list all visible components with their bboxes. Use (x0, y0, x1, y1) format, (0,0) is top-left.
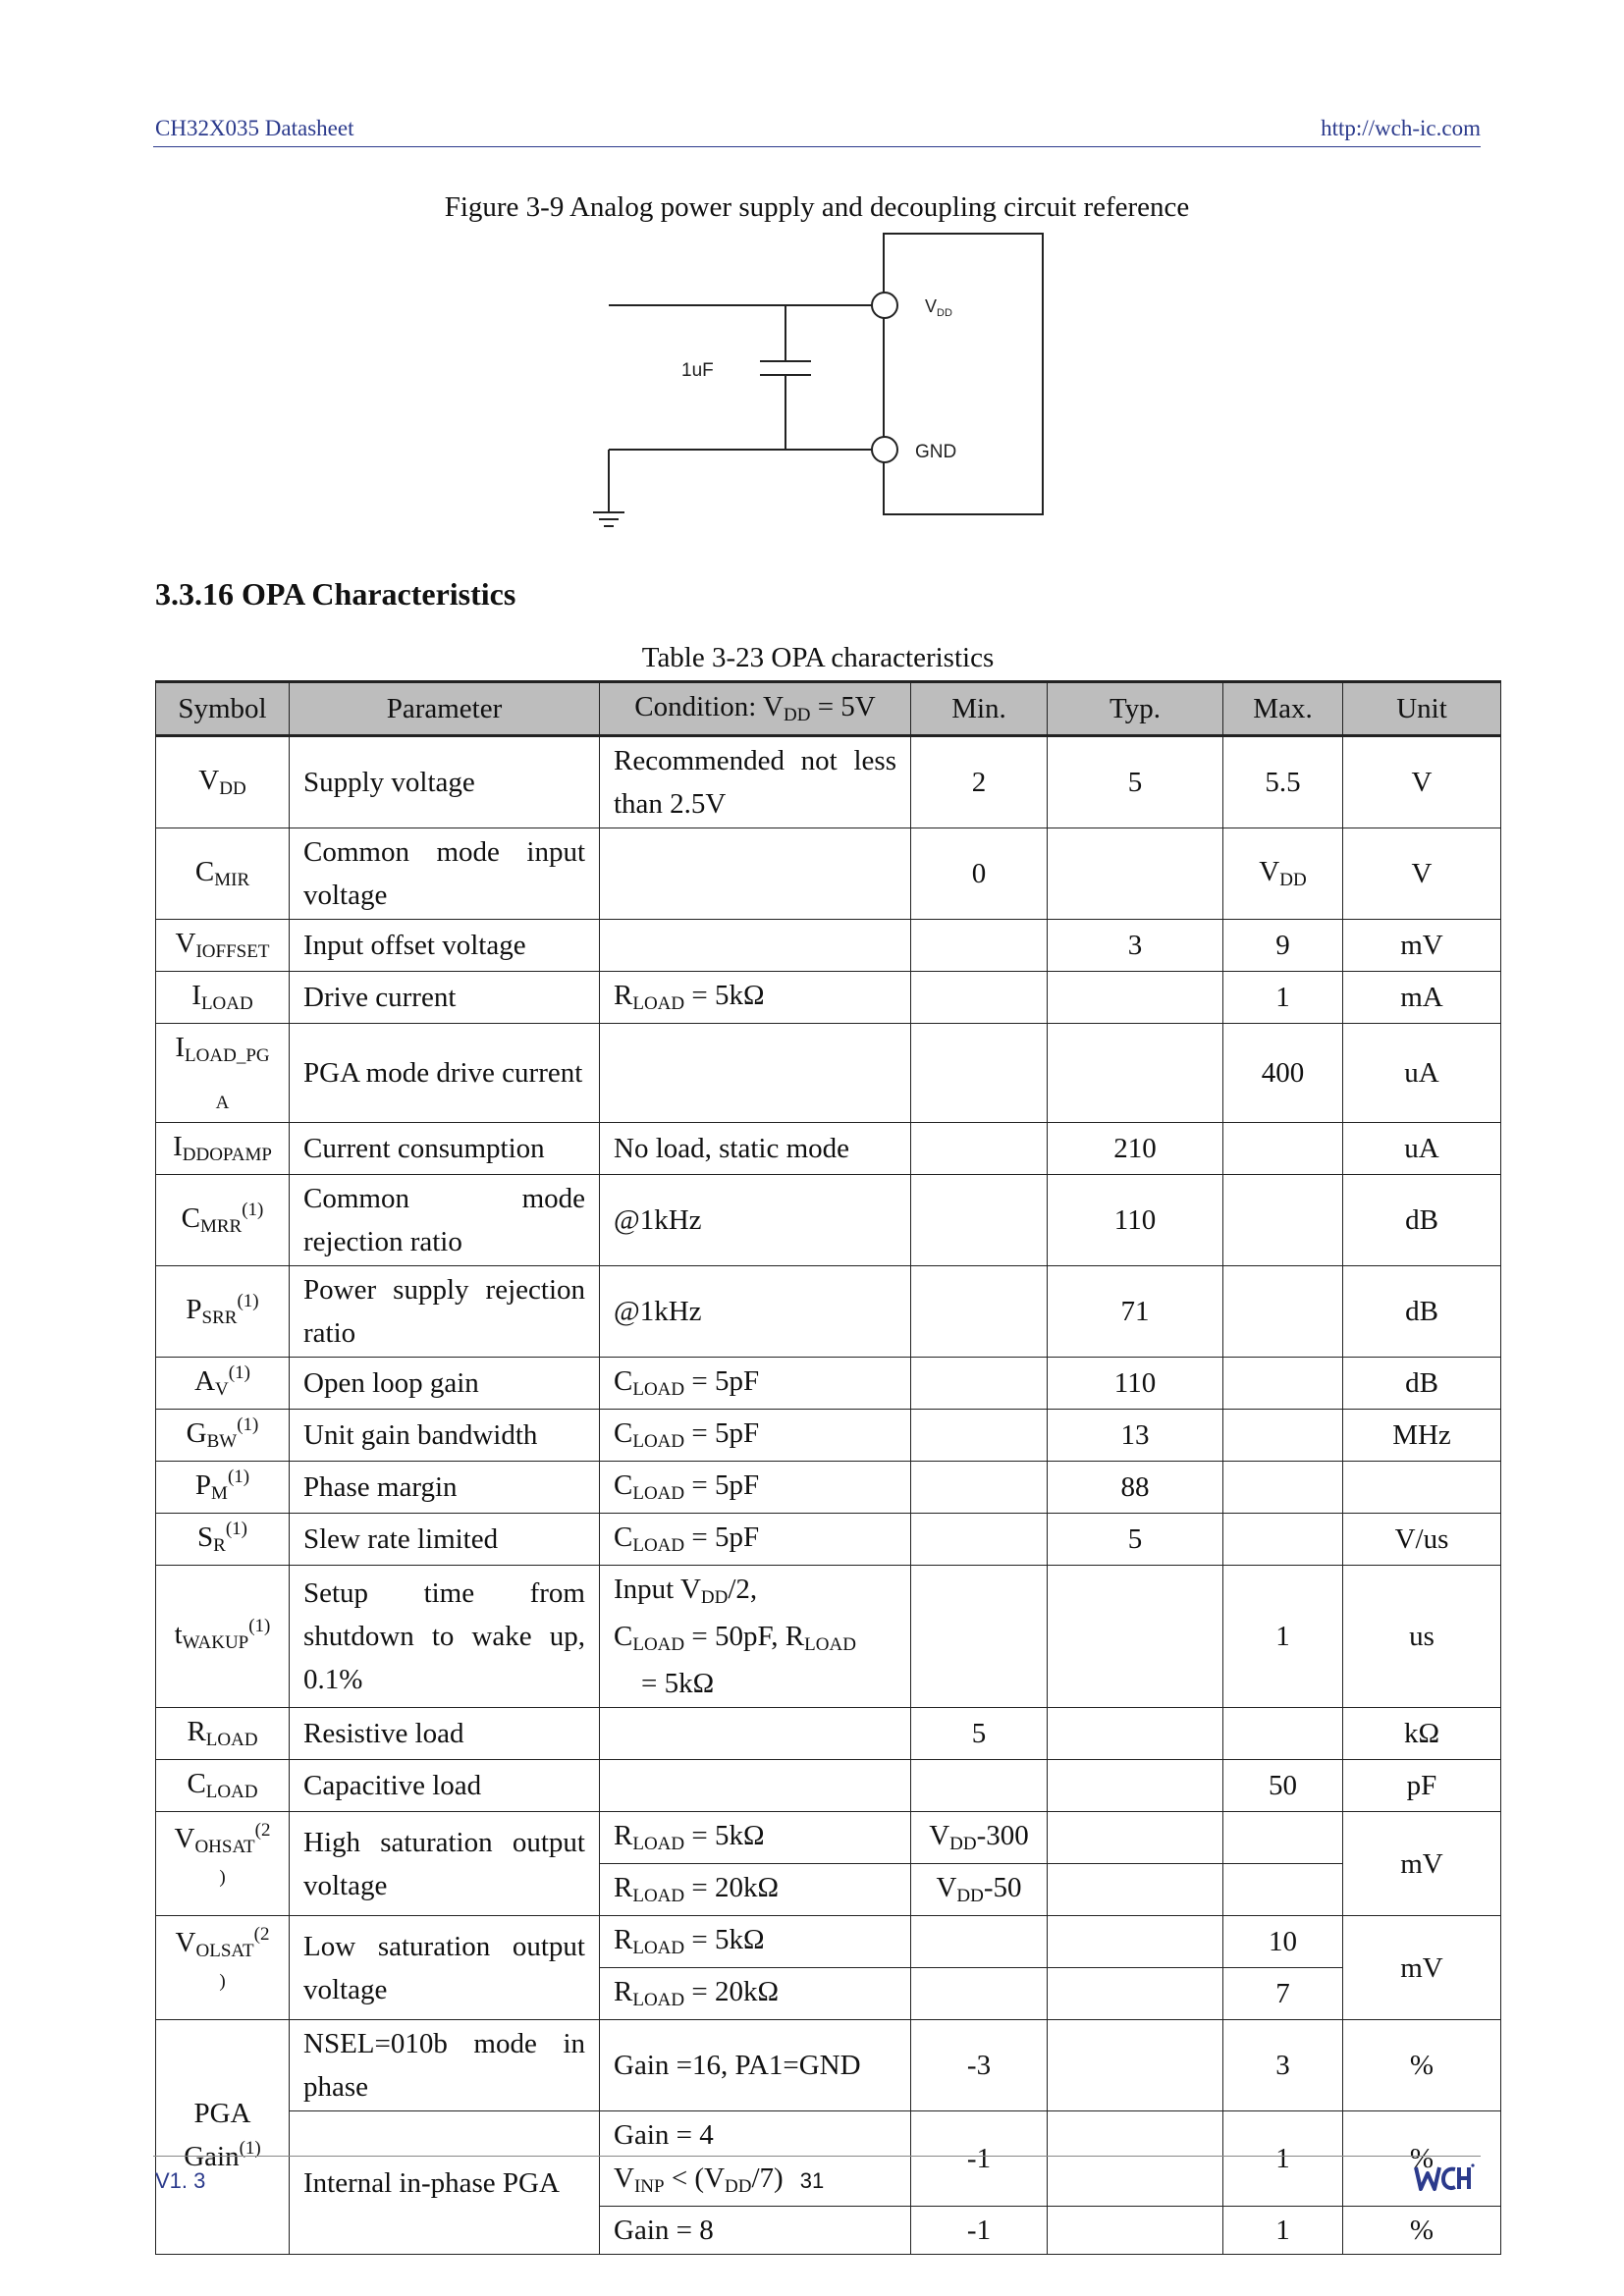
min-cell (911, 1175, 1048, 1266)
condition-cell: $R_{LOAD} = 5k\Omega$ (600, 1916, 911, 1968)
typ-cell (1048, 2020, 1223, 2111)
max-cell (1223, 1410, 1343, 1462)
table-row (156, 1266, 1501, 1358)
max-cell: 1 (1223, 1566, 1343, 1708)
max-cell (1223, 1123, 1343, 1175)
typ-cell (1048, 1566, 1223, 1708)
page-number: 31 (799, 2168, 825, 2193)
typ-cell: 3 (1048, 920, 1223, 972)
condition-cell: @1kHz (600, 1266, 911, 1358)
unit-cell: mV (1343, 1812, 1501, 1916)
condition-cell: Input $V_{DD}/2$, $C_{LOAD} = 50pF$, $R_{LOAD}$ = 5kΩ (600, 1566, 911, 1708)
parameter-cell: Unit gain bandwidth (290, 1410, 600, 1462)
max-cell (1223, 1864, 1343, 1916)
min-cell (911, 920, 1048, 972)
parameter-cell: Drive current (290, 972, 600, 1024)
parameter-cell: Input offset voltage (290, 920, 600, 972)
min-cell: 2 (911, 736, 1048, 828)
typ-cell (1048, 1864, 1223, 1916)
typ-cell (1048, 828, 1223, 920)
table-caption: Table 3-23 OPA characteristics (641, 642, 995, 673)
min-cell (911, 1024, 1048, 1123)
col-min: Min. (911, 682, 1048, 736)
condition-cell (600, 1760, 911, 1812)
table-row (156, 972, 1501, 1024)
typ-cell: 5 (1048, 1514, 1223, 1566)
parameter-cell: Low saturation output voltage (290, 1916, 600, 2020)
min-cell (911, 1968, 1048, 2020)
unit-cell: mV (1343, 1916, 1501, 2020)
typ-cell (1048, 1916, 1223, 1968)
symbol-cell: $C_{MRR}^{(1)}$ (156, 1175, 290, 1266)
condition-cell: Gain = 4 $V_{INP} < (V_{DD}/7)$ (600, 2111, 911, 2207)
parameter-cell: Phase margin (290, 1462, 600, 1514)
symbol-cell: $C_{MIR}$ (156, 828, 290, 920)
unit-cell: V (1343, 736, 1501, 828)
max-cell: 10 (1223, 1916, 1343, 1968)
max-cell (1223, 1266, 1343, 1358)
max-cell: 5.5 (1223, 736, 1343, 828)
min-cell (911, 972, 1048, 1024)
table-row (156, 920, 1501, 972)
condition-cell (600, 1024, 911, 1123)
unit-cell: pF (1343, 1760, 1501, 1812)
opa-characteristics-table (155, 680, 1501, 2255)
symbol-cell: $I_{DDOPAMP}$ (156, 1123, 290, 1175)
decoupling-circuit-diagram (589, 224, 1060, 538)
condition-cell: $R_{LOAD} = 5k\Omega$ (600, 972, 911, 1024)
condition-cell: @1kHz (600, 1175, 911, 1266)
unit-cell: us (1343, 1566, 1501, 1708)
max-cell: 3 (1223, 2020, 1343, 2111)
parameter-cell: Common mode input voltage (290, 828, 600, 920)
table-row (156, 2020, 1501, 2111)
col-max: Max. (1223, 682, 1343, 736)
chip-outline (884, 234, 1043, 514)
table-row (156, 736, 1501, 828)
table-row (156, 1760, 1501, 1812)
parameter-cell: Resistive load (290, 1708, 600, 1760)
parameter-cell: PGA mode drive current (290, 1024, 600, 1123)
typ-cell (1048, 1708, 1223, 1760)
unit-cell: uA (1343, 1123, 1501, 1175)
unit-cell: % (1343, 2207, 1501, 2255)
header-doc-title: CH32X035 Datasheet (155, 116, 354, 140)
max-cell: 1 (1223, 2111, 1343, 2207)
typ-cell: 110 (1048, 1175, 1223, 1266)
condition-cell: Recommended not less than 2.5V (600, 736, 911, 828)
vdd-pin-label: $V_{DD}$ (925, 296, 952, 319)
unit-cell: % (1343, 2020, 1501, 2111)
unit-cell: V/us (1343, 1514, 1501, 1566)
min-cell: -1 (911, 2111, 1048, 2207)
symbol-cell: $R_{LOAD}$ (156, 1708, 290, 1760)
max-cell (1223, 1175, 1343, 1266)
symbol-cell: $t_{WAKUP}^{(1)}$ (156, 1566, 290, 1708)
min-cell (911, 1123, 1048, 1175)
typ-cell (1048, 2207, 1223, 2255)
symbol-cell: $V_{IOFFSET}$ (156, 920, 290, 972)
condition-cell (600, 1708, 911, 1760)
typ-cell: 13 (1048, 1410, 1223, 1462)
section-title: 3.3.16 OPA Characteristics (155, 576, 516, 612)
unit-cell: mA (1343, 972, 1501, 1024)
min-cell (911, 1410, 1048, 1462)
unit-cell: mV (1343, 920, 1501, 972)
typ-cell (1048, 1024, 1223, 1123)
table-row (156, 1462, 1501, 1514)
col-condition: Condition: $V_{DD} = 5V$ (600, 682, 911, 736)
condition-cell (600, 828, 911, 920)
parameter-cell: Setup time from shutdown to wake up, 0.1% (290, 1566, 600, 1708)
parameter-cell: NSEL=010b mode in phase (290, 2020, 600, 2111)
table-row (156, 1566, 1501, 1708)
header-website-link[interactable]: http://wch-ic.com (1321, 116, 1481, 140)
parameter-cell: Internal in-phase PGA (290, 2111, 600, 2255)
typ-cell: 110 (1048, 1358, 1223, 1410)
symbol-cell: PGA Gain$^{(1)}$ (156, 2020, 290, 2255)
typ-cell: 5 (1048, 736, 1223, 828)
condition-cell: Gain = 8 (600, 2207, 911, 2255)
col-parameter: Parameter (290, 682, 600, 736)
condition-cell: Gain =16, PA1=GND (600, 2020, 911, 2111)
typ-cell: 210 (1048, 1123, 1223, 1175)
table-row (156, 1708, 1501, 1760)
unit-cell: V (1343, 828, 1501, 920)
table-row (156, 1410, 1501, 1462)
footer-version: V1. 3 (155, 2168, 206, 2193)
table-row (156, 1175, 1501, 1266)
condition-cell: $C_{LOAD} = 5pF$ (600, 1358, 911, 1410)
col-symbol: Symbol (156, 682, 290, 736)
min-cell (911, 1358, 1048, 1410)
condition-cell: $C_{LOAD} = 5pF$ (600, 1514, 911, 1566)
max-cell: 7 (1223, 1968, 1343, 2020)
condition-cell: $C_{LOAD} = 5pF$ (600, 1410, 911, 1462)
symbol-cell: $C_{LOAD}$ (156, 1760, 290, 1812)
col-unit: Unit (1343, 682, 1501, 736)
max-cell: $V_{DD}$ (1223, 828, 1343, 920)
min-cell (911, 1760, 1048, 1812)
min-cell: 0 (911, 828, 1048, 920)
parameter-cell: Common mode rejection ratio (290, 1175, 600, 1266)
max-cell: 50 (1223, 1760, 1343, 1812)
max-cell (1223, 1514, 1343, 1566)
symbol-cell: $I_{LOAD}$ (156, 972, 290, 1024)
typ-cell (1048, 972, 1223, 1024)
gnd-pin (872, 437, 897, 462)
parameter-cell: Capacitive load (290, 1760, 600, 1812)
col-typ: Typ. (1048, 682, 1223, 736)
min-cell: -3 (911, 2020, 1048, 2111)
table-row (156, 1358, 1501, 1410)
parameter-cell: Supply voltage (290, 736, 600, 828)
symbol-cell: $S_R^{(1)}$ (156, 1514, 290, 1566)
symbol-cell: $V_{OLSAT}^{(2}$ ) (156, 1916, 290, 2020)
min-cell: 5 (911, 1708, 1048, 1760)
typ-cell: 71 (1048, 1266, 1223, 1358)
parameter-cell: Power supply rejection ratio (290, 1266, 600, 1358)
unit-cell (1343, 1462, 1501, 1514)
symbol-cell: $G_{BW}^{(1)}$ (156, 1410, 290, 1462)
footer-divider (153, 2156, 1481, 2157)
symbol-cell: $I_{LOAD\_PG}$ $_A$ (156, 1024, 290, 1123)
condition-cell: $R_{LOAD} = 5k\Omega$ (600, 1812, 911, 1864)
symbol-cell: $A_V^{(1)}$ (156, 1358, 290, 1410)
table-header-row (156, 682, 1501, 736)
symbol-cell: $P_M^{(1)}$ (156, 1462, 290, 1514)
symbol-cell: $P_{SRR}^{(1)}$ (156, 1266, 290, 1358)
header-divider (153, 146, 1481, 147)
typ-cell: 88 (1048, 1462, 1223, 1514)
wch-logo-icon (1412, 2160, 1475, 2195)
min-cell: $V_{DD}-300$ (911, 1812, 1048, 1864)
typ-cell (1048, 1968, 1223, 2020)
min-cell: -1 (911, 2207, 1048, 2255)
min-cell (911, 1566, 1048, 1708)
unit-cell: dB (1343, 1266, 1501, 1358)
table-row (156, 828, 1501, 920)
parameter-cell: Open loop gain (290, 1358, 600, 1410)
unit-cell: % (1343, 2111, 1501, 2207)
min-cell (911, 1266, 1048, 1358)
max-cell (1223, 1812, 1343, 1864)
max-cell: 1 (1223, 2207, 1343, 2255)
symbol-cell: $V_{OHSAT}^{(2}$ ) (156, 1812, 290, 1916)
condition-cell: $C_{LOAD} = 5pF$ (600, 1462, 911, 1514)
typ-cell (1048, 1812, 1223, 1864)
max-cell: 9 (1223, 920, 1343, 972)
figure-caption: Figure 3-9 Analog power supply and decoupling circuit reference (444, 191, 1190, 223)
condition-cell (600, 920, 911, 972)
condition-cell: No load, static mode (600, 1123, 911, 1175)
condition-cell: $R_{LOAD} = 20k\Omega$ (600, 1864, 911, 1916)
table-row (156, 1916, 1501, 1968)
condition-cell: $R_{LOAD} = 20k\Omega$ (600, 1968, 911, 2020)
table-row (156, 1812, 1501, 1864)
unit-cell: uA (1343, 1024, 1501, 1123)
parameter-cell: Slew rate limited (290, 1514, 600, 1566)
table-row (156, 1123, 1501, 1175)
min-cell (911, 1462, 1048, 1514)
typ-cell (1048, 1760, 1223, 1812)
capacitor-label: 1uF (681, 360, 714, 381)
min-cell (911, 1514, 1048, 1566)
min-cell (911, 1916, 1048, 1968)
max-cell (1223, 1358, 1343, 1410)
parameter-cell: Current consumption (290, 1123, 600, 1175)
gnd-pin-label: GND (915, 442, 957, 462)
symbol-cell: $V_{DD}$ (156, 736, 290, 828)
unit-cell: MHz (1343, 1410, 1501, 1462)
unit-cell: dB (1343, 1175, 1501, 1266)
table-row (156, 1514, 1501, 1566)
unit-cell: dB (1343, 1358, 1501, 1410)
table-row (156, 1024, 1501, 1123)
max-cell (1223, 1708, 1343, 1760)
max-cell (1223, 1462, 1343, 1514)
min-cell: $V_{DD}-50$ (911, 1864, 1048, 1916)
max-cell: 400 (1223, 1024, 1343, 1123)
parameter-cell: High saturation output voltage (290, 1812, 600, 1916)
max-cell: 1 (1223, 972, 1343, 1024)
unit-cell: kΩ (1343, 1708, 1501, 1760)
vdd-pin (872, 293, 897, 318)
